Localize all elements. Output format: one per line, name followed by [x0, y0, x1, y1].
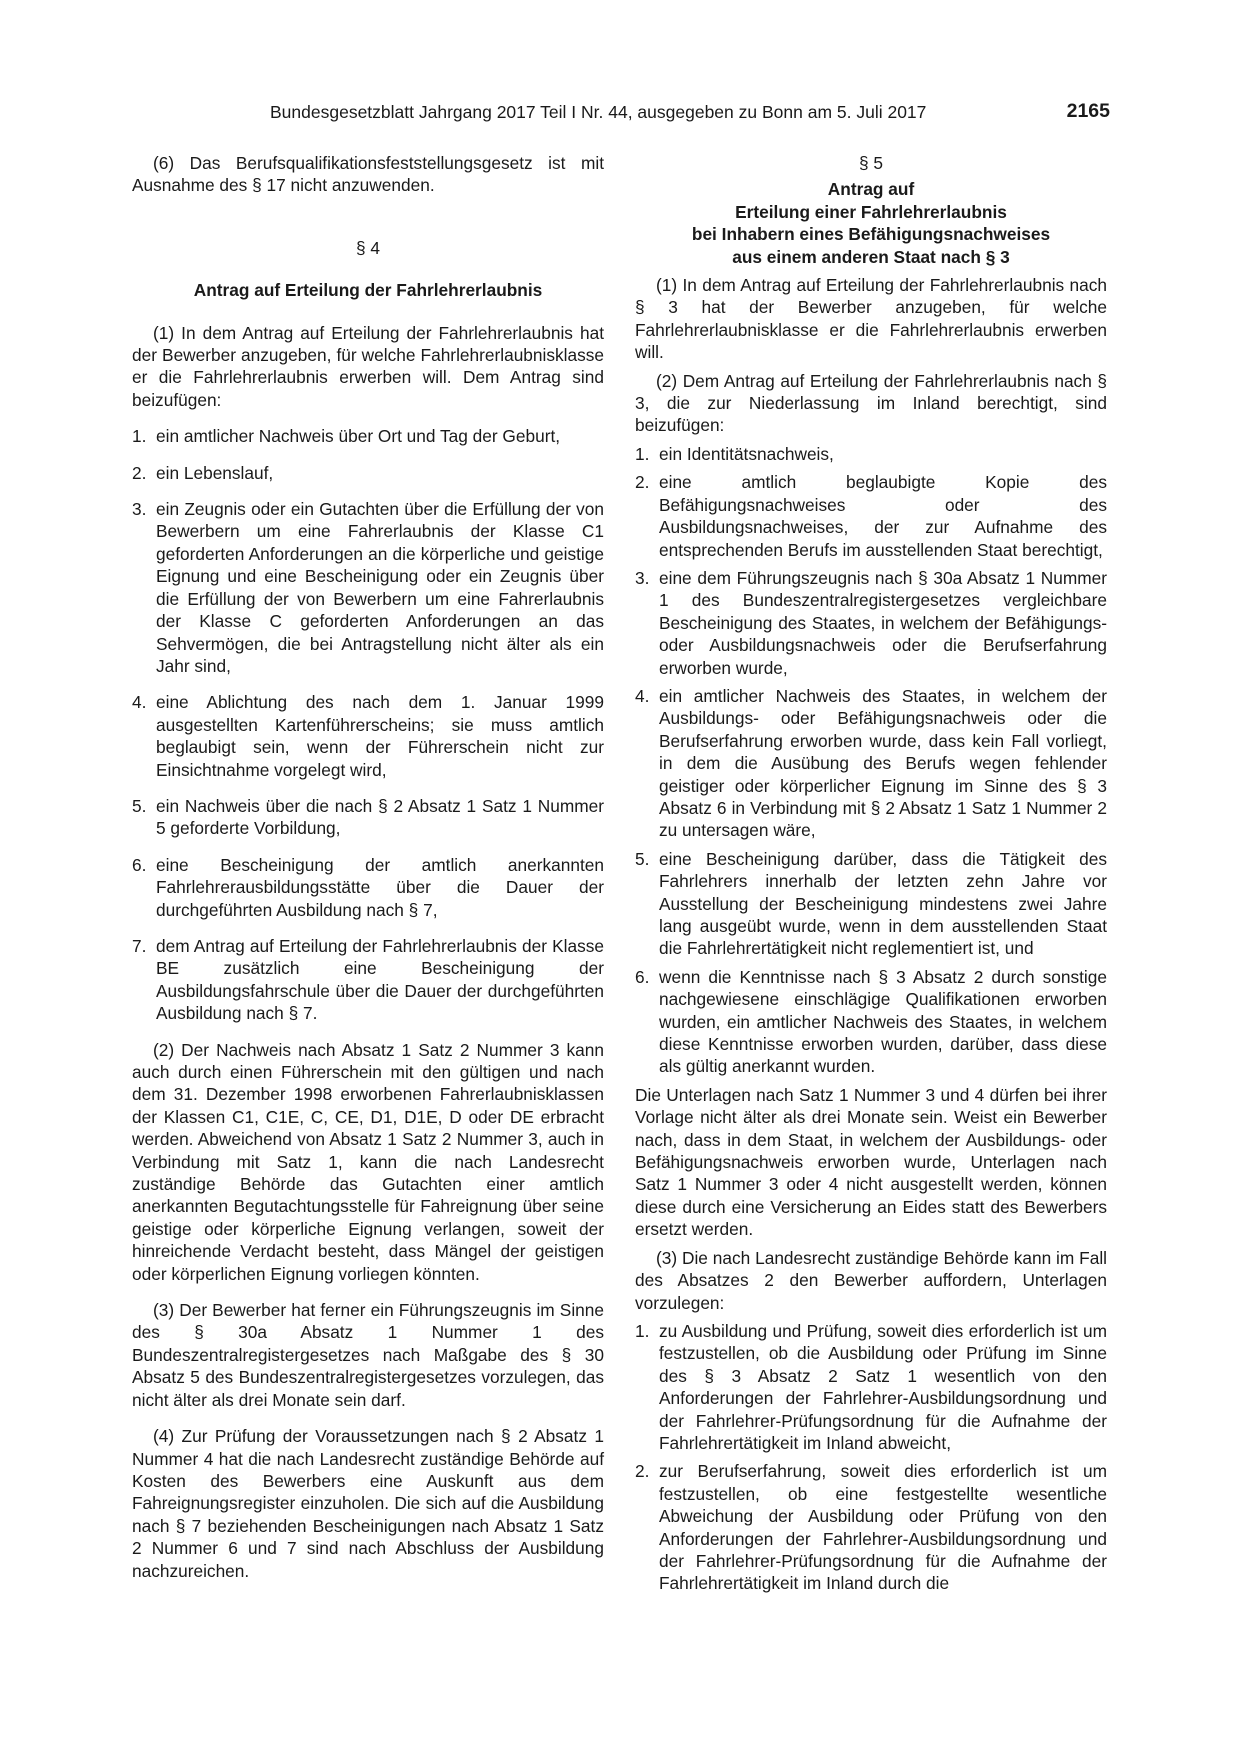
section-5-paragraph-3: (3) Die nach Landesrecht zuständige Behörde kann im Fall des Absatzes 2 den Bewerber auffordern, Unterlagen vorzulegen: — [635, 1247, 1107, 1313]
list-item — [635, 471, 1107, 561]
list-item-number: 2. — [132, 462, 147, 483]
list-item-text: eine Bescheinigung darüber, dass die Tätigkeit des Fahrlehrers innerhalb der letzten zehn Jahre vor Ausstellung der Bescheinigung mindestens zwei Jahre lang ausgeübt wurde, wenn in dem ausstellenden Staat die Fahrlehrertätigkeit nicht reglementiert ist, und — [659, 848, 1107, 959]
list-item-text: eine Ablichtung des nach dem 1. Januar 1999 ausgestellten Kartenführerscheins; sie muss amtlich beglaubigt sein, wenn der Führerschein nicht zur Einsichtnahme vorgelegt wird, — [156, 692, 604, 780]
list-item-text: ein Identitätsnachweis, — [659, 443, 834, 464]
list-item — [132, 425, 604, 447]
header-title: Bundesgesetzblatt Jahrgang 2017 Teil I Nr. 44, ausgegeben zu Bonn am 5. Juli 2017 — [270, 102, 927, 122]
section-4-list — [132, 425, 604, 1024]
list-item — [635, 966, 1107, 1078]
list-item — [132, 935, 604, 1025]
list-item — [635, 1460, 1107, 1594]
page-number: 2165 — [1066, 100, 1110, 122]
list-item-number: 5. — [132, 795, 147, 816]
right-column — [635, 152, 1107, 1595]
list-item — [132, 795, 604, 840]
section-5-paragraph-2-continuation: Die Unterlagen nach Satz 1 Nummer 3 und 4 dürfen bei ihrer Vorlage nicht älter als drei Monate sein. Weist ein Bewerber nach, dass in dem Staat, in welchem der Ausbildungs- oder Befähigungsnachweis erworben wurde, Unterlagen nach Satz 1 Nummer 3 oder 4 nicht ausgestellt werden, können diese durch eine Versicherung an Eides statt des Bewerbers ersetzt werden. — [635, 1084, 1107, 1240]
list-item-text: dem Antrag auf Erteilung der Fahrlehrerlaubnis der Klasse BE zusätzlich eine Bescheinigung der Ausbildungsfahrschule über die Dauer der durchgeführten Ausbildung nach § 7. — [156, 935, 604, 1024]
page-header — [270, 100, 1110, 130]
list-item-text: ein Zeugnis oder ein Gutachten über die Erfüllung der von Bewerbern um eine Fahrerlaubnis der Klasse C1 geforderten Anforderungen an die körperliche und geistige Eignung und eine Bescheinigung oder ein Zeugnis über die Erfüllung der von Bewerbern um eine Fahrerlaubnis der Klasse C geforderten Anforderungen an das Sehvermögen, die bei Antragstellung nicht älter als ein Jahr sind, — [156, 499, 604, 676]
list-item — [132, 854, 604, 921]
section-5-symbol: § 5 — [858, 153, 884, 173]
list-item-number: 1. — [635, 443, 650, 464]
left-column — [132, 152, 604, 1582]
list-item-number: 2. — [635, 1461, 650, 1482]
section-4-paragraph-3: (3) Der Bewerber hat ferner ein Führungszeugnis im Sinne des § 30a Absatz 1 Nummer 1 des Bundeszentralregistergesetzes nach Maßgabe des § 30 Absatz 5 des Bundeszentralregistergesetzes vorzulegen, das nicht älter als drei Monate sein darf. — [132, 1300, 604, 1410]
list-item-text: ein amtlicher Nachweis des Staates, in welchem der Ausbildungs- oder Befähigungsnachweis oder die Berufserfahrung erworben wurde, dass kein Fall vorliegt, in dem die Ausübung des Berufs wegen fehlender geistiger oder körperlicher Eignung im Sinne des § 3 Absatz 6 in Verbindung mit § 2 Absatz 1 Satz 1 Nummer 2 zu untersagen wäre, — [659, 685, 1107, 841]
list-item-text: ein amtlicher Nachweis über Ort und Tag der Geburt, — [156, 426, 561, 447]
list-item-number: 7. — [132, 935, 147, 956]
section-5-title-line: Antrag auf — [827, 179, 915, 200]
list-item-number: 4. — [635, 685, 650, 706]
section-5-paragraph-1: (1) In dem Antrag auf Erteilung der Fahrlehrerlaubnis nach § 3 hat der Bewerber anzugeben, für welche Fahrlehrerlaubnisklasse er die Fahrlehrerlaubnis erwerben will. — [635, 275, 1107, 363]
list-item-number: 6. — [132, 854, 147, 875]
list-item-number: 5. — [635, 848, 650, 869]
list-item-number: 3. — [132, 499, 147, 520]
section-4-paragraph-4: (4) Zur Prüfung der Voraussetzungen nach § 2 Absatz 1 Nummer 4 hat die nach Landesrecht zuständige Behörde auf Kosten des Bewerbers eine Auskunft aus dem Fahreignungsregister einzuholen. Die sich auf die Ausbildung nach § 7 beziehenden Bescheinigungen nach Absatz 1 Satz 2 Nummer 6 und 7 sind nach Abschluss der Ausbildung nachzureichen. — [132, 1426, 604, 1581]
list-item — [635, 848, 1107, 960]
list-item — [635, 1320, 1107, 1454]
list-item-number: 4. — [132, 692, 147, 713]
section-5-title-line: bei Inhabern eines Befähigungsnachweises — [691, 224, 1051, 245]
list-item-number: 3. — [635, 567, 650, 588]
list-item — [635, 567, 1107, 679]
list-item — [635, 443, 1107, 465]
list-item-number: 6. — [635, 966, 650, 987]
section-5-title — [635, 178, 1107, 268]
section-4-paragraph-2: (2) Der Nachweis nach Absatz 1 Satz 2 Nummer 3 kann auch durch einen Führerschein mit den gültigen und nach dem 31. Dezember 1998 erworbenen Fahrerlaubnisklassen der Klassen C1, C1E, C, CE, D1, D1E, D oder DE erbracht werden. Abweichend von Absatz 1 Satz 2 Nummer 3, auch in Verbindung mit Satz 1, kann die nach Landesrecht zuständige Behörde das Gutachten einer amtlich anerkannten Begutachtungsstelle für Fahreignung über seine geistige oder körperliche Eignung verlangen, soweit der hinreichende Verdacht besteht, dass Mängel der geistigen oder körperlichen Eignung vorliegen könnten. — [132, 1039, 604, 1284]
list-item — [132, 498, 604, 677]
list-item-text: ein Lebenslauf, — [156, 462, 274, 483]
paragraph-6: (6) Das Berufsqualifikationsfeststellungsgesetz ist mit Ausnahme des § 17 nicht anzuwenden. — [132, 153, 604, 196]
section-5-title-line: Erteilung einer Fahrlehrerlaubnis — [735, 201, 1007, 222]
list-item-text: zur Berufserfahrung, soweit dies erforderlich ist um festzustellen, ob eine festgestellte wesentliche Abweichung der Ausbildung oder Prüfung von den Anforderungen der Fahrlehrer-Ausbildungsordnung und der Fahrlehrer-Prüfungsordnung für die Aufnahme der Fahrlehrertätigkeit im Inland durch die — [659, 1461, 1107, 1594]
section-5-paragraph-2: (2) Dem Antrag auf Erteilung der Fahrlehrerlaubnis nach § 3, die zur Niederlassung im Inland berechtigt, sind beizufügen: — [635, 370, 1107, 436]
list-item-text: wenn die Kenntnisse nach § 3 Absatz 2 durch sonstige nachgewiesene einschlägige Qualifikationen erworben wurden, ein amtlicher Nachweis des Staates, in welchem diese Kenntnisse erworben wurden, darüber, dass diese als gültig anerkannt wurden. — [659, 966, 1107, 1077]
section-4-title: Antrag auf Erteilung der Fahrlehrerlaubnis — [193, 280, 543, 301]
list-item — [132, 691, 604, 781]
section-4-paragraph-1: (1) In dem Antrag auf Erteilung der Fahrlehrerlaubnis hat der Bewerber anzugeben, für welche Fahrlehrerlaubnisklasse er die Fahrlehrerlaubnis erwerben will. Dem Antrag sind beizufügen: — [132, 322, 604, 410]
list-item-text: eine Bescheinigung der amtlich anerkannten Fahrlehrerausbildungsstätte über die Dauer der durchgeführten Ausbildung nach § 7, — [156, 854, 604, 920]
list-item-text: ein Nachweis über die nach § 2 Absatz 1 Satz 1 Nummer 5 geforderte Vorbildung, — [156, 795, 604, 839]
list-item-text: eine dem Führungszeugnis nach § 30a Absatz 1 Nummer 1 des Bundeszentralregistergesetzes vergleichbare Bescheinigung des Staates, in welchem der Befähigungs- oder Ausbildungsnachweis oder die Berufserfahrung erworben wurde, — [659, 567, 1107, 678]
section-5-list-2 — [635, 1320, 1107, 1595]
list-item — [132, 462, 604, 484]
list-item — [635, 685, 1107, 842]
section-5-list — [635, 443, 1107, 1078]
list-item-number: 2. — [635, 472, 650, 493]
list-item-text: eine amtlich beglaubigte Kopie des Befähigungsnachweises oder des Ausbildungsnachweises, der zur Aufnahme des entsprechenden Berufs im ausstellenden Staat berechtigt, — [659, 472, 1107, 560]
list-item-number: 1. — [635, 1320, 650, 1341]
section-4-symbol: § 4 — [355, 237, 381, 258]
section-5-title-line: aus einem anderen Staat nach § 3 — [732, 246, 1010, 267]
list-item-number: 1. — [132, 426, 147, 447]
list-item-text: zu Ausbildung und Prüfung, soweit dies erforderlich ist um festzustellen, ob die Ausbildung oder Prüfung im Sinne des § 3 Absatz 2 Satz 1 wesentlich von den Anforderungen der Fahrlehrer-Ausbildungsordnung und der Fahrlehrer-Prüfungsordnung für die Aufnahme der Fahrlehrertätigkeit im Inland abweicht, — [659, 1320, 1107, 1453]
